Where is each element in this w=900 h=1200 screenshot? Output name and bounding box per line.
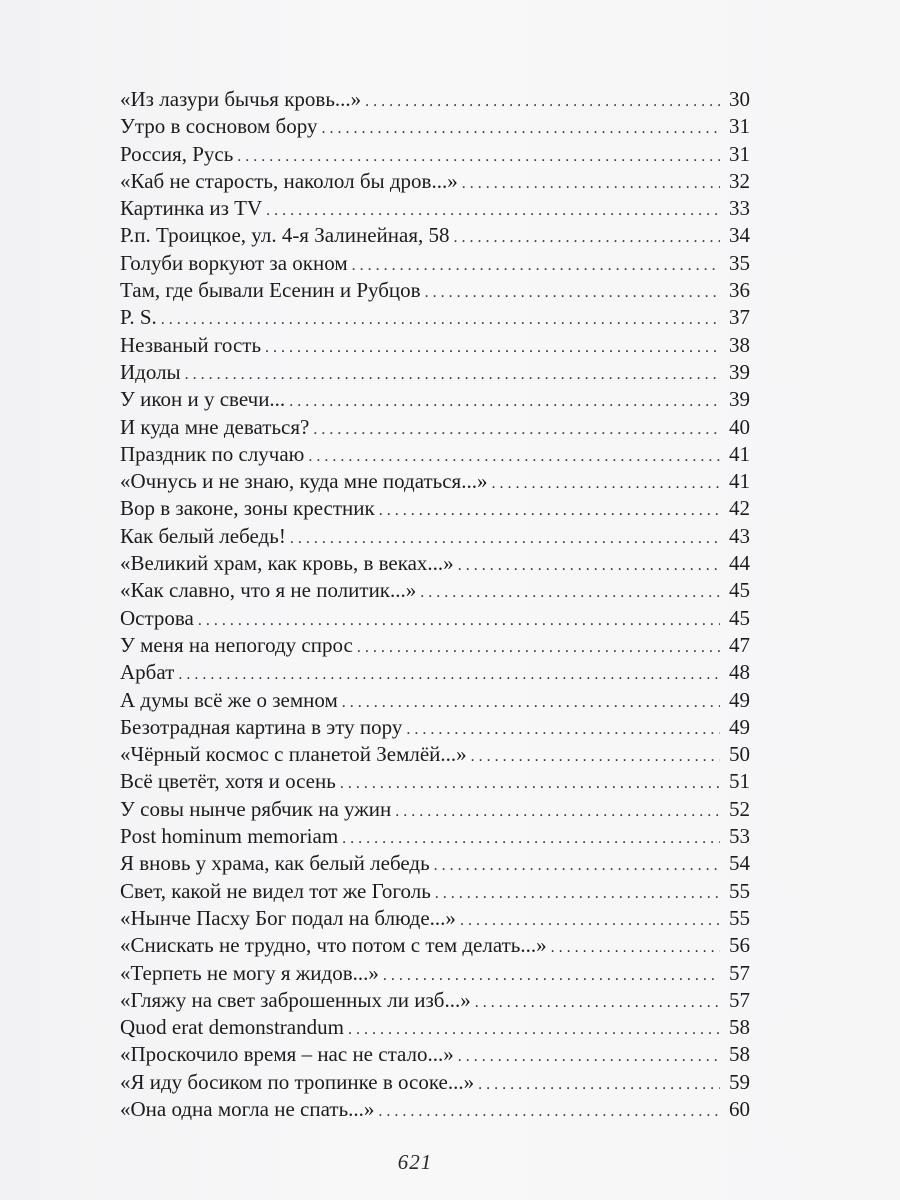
table-of-contents [120,86,750,1123]
toc-entry [120,796,750,823]
toc-entry-title: Арбат [120,660,175,685]
toc-dot-leader [289,388,720,415]
toc-entry-page: 48 [729,660,750,685]
toc-dot-leader [313,416,720,443]
toc-dot-leader [290,525,720,552]
toc-entry [120,1069,750,1096]
toc-dot-leader [365,88,720,115]
toc-entry [120,741,750,768]
toc-dot-leader [185,361,720,388]
toc-entry-page: 34 [729,223,750,248]
toc-entry [120,960,750,987]
toc-entry [120,113,750,140]
toc-entry [120,550,750,577]
toc-entry-page: 57 [729,960,750,985]
toc-entry-page: 39 [729,359,750,384]
toc-dot-leader [420,579,720,606]
toc-entry [120,577,750,604]
toc-entry-page: 32 [729,168,750,193]
toc-dot-leader [491,470,720,497]
toc-entry-title: «Гляжу на свет заброшенных ли изб...» [120,987,471,1012]
toc-entry-title: Вор в законе, зоны крестник [120,496,375,521]
toc-entry-title: «Проскочило время – нас не стало...» [120,1042,454,1067]
toc-entry-page: 36 [729,278,750,303]
toc-entry-title: У икон и у свечи... [120,387,286,412]
toc-dot-leader [266,197,720,224]
toc-entry-page: 59 [729,1069,750,1094]
toc-entry [120,687,750,714]
toc-entry-page: 58 [729,1015,750,1040]
toc-entry [120,878,750,905]
toc-entry-title: Праздник по случаю [120,441,305,466]
toc-entry [120,386,750,413]
toc-dot-leader [357,634,720,661]
toc-entry-title: P. S. [120,305,157,330]
toc-entry-page: 37 [729,305,750,330]
toc-entry-page: 47 [729,632,750,657]
toc-entry [120,605,750,632]
toc-entry-title: Всё цветёт, хотя и осень [120,769,336,794]
toc-entry-title: «Из лазури бычья кровь...» [120,87,362,111]
toc-entry [120,1014,750,1041]
toc-dot-leader [348,1016,720,1043]
toc-dot-leader [462,170,720,197]
toc-entry-page: 43 [729,523,750,548]
toc-entry-title: Р.п. Троицкое, ул. 4-я Залинейная, 58 [120,223,450,248]
toc-entry-title: Как белый лебедь! [120,523,286,548]
toc-entry [120,987,750,1014]
toc-entry [120,359,750,386]
toc-dot-leader [453,224,720,251]
toc-entry-title: Там, где бывали Есенин и Рубцов [120,278,421,303]
toc-entry-title: И куда мне деваться? [120,414,310,439]
toc-dot-leader [342,825,720,852]
toc-entry-page: 57 [729,987,750,1012]
toc-entry-page: 49 [729,687,750,712]
toc-entry-title: Утро в сосновом бору [120,114,318,139]
toc-entry-page: 55 [729,878,750,903]
toc-entry-page: 35 [729,250,750,275]
toc-entry-page: 49 [729,714,750,739]
toc-entry [120,304,750,331]
toc-entry [120,168,750,195]
toc-dot-leader [237,143,720,170]
toc-entry-title: «Она одна могла не спать...» [120,1096,375,1121]
toc-entry-title: А думы всё же о земном [120,687,338,712]
toc-dot-leader [458,552,720,579]
toc-entry-title: Post hominum memoriam [120,824,339,849]
toc-entry-page: 39 [729,387,750,412]
toc-dot-leader [475,989,720,1016]
toc-dot-leader [395,798,720,825]
toc-dot-leader [458,1043,720,1070]
toc-entry-title: У меня на непогоду спрос [120,632,353,657]
toc-entry-title: Я вновь у храма, как белый лебедь [120,851,430,876]
toc-dot-leader [478,1071,720,1098]
toc-entry-page: 41 [729,441,750,466]
toc-entry-page: 52 [729,796,750,821]
toc-entry [120,632,750,659]
toc-entry [120,414,750,441]
toc-entry-title: Безотрадная картина в эту пору [120,714,403,739]
toc-entry-title: «Великий храм, как кровь, в веках...» [120,551,454,576]
toc-dot-leader [383,962,720,989]
toc-entry [120,932,750,959]
toc-dot-leader [308,443,720,470]
toc-entry [120,141,750,168]
toc-entry-page: 38 [729,332,750,357]
toc-entry-title: Картинка из TV [120,196,263,221]
toc-entry-page: 30 [729,87,750,111]
toc-entry-page: 31 [729,141,750,166]
toc-entry-page: 44 [729,551,750,576]
toc-entry [120,495,750,522]
toc-entry-title: Острова [120,605,194,630]
toc-dot-leader [551,934,720,961]
toc-entry [120,523,750,550]
toc-entry-title: «Я иду босиком по тропинке в осоке...» [120,1069,475,1094]
page-number: 621 [397,1150,433,1174]
toc-entry-page: 51 [729,769,750,794]
toc-dot-leader [379,497,720,524]
toc-entry-title: Незваный гость [120,332,262,357]
toc-entry-title: «Терпеть не могу я жидов...» [120,960,379,985]
toc-entry [120,714,750,741]
toc-entry [120,277,750,304]
toc-entry-page: 58 [729,1042,750,1067]
toc-entry [120,222,750,249]
toc-dot-leader [435,880,720,907]
toc-entry-page: 55 [729,905,750,930]
toc-entry [120,332,750,359]
toc-dot-leader [161,306,720,333]
toc-entry-page: 50 [729,742,750,767]
toc-entry-title: Россия, Русь [120,141,234,166]
toc-entry [120,823,750,850]
toc-entry-title: «Чёрный космос с планетой Землёй...» [120,742,467,767]
toc-entry-page: 56 [729,933,750,958]
toc-entry [120,195,750,222]
toc-dot-leader [471,743,720,770]
toc-dot-leader [265,334,720,361]
toc-entry-page: 60 [729,1096,750,1121]
toc-entry-page: 53 [729,824,750,849]
toc-entry-title: «Нынче Пасху Бог подал на блюде...» [120,905,456,930]
toc-entry-page: 33 [729,196,750,221]
toc-dot-leader [378,1098,720,1125]
toc-entry-page: 54 [729,851,750,876]
toc-entry-title: «Как славно, что я не политик...» [120,578,417,603]
toc-entry [120,850,750,877]
toc-entry [120,768,750,795]
toc-dot-leader [460,907,720,934]
toc-dot-leader [321,115,720,142]
toc-entry [120,905,750,932]
toc-entry-page: 45 [729,605,750,630]
toc-dot-leader [198,607,720,634]
toc-entry-title: У совы нынче рябчик на ужин [120,796,392,821]
toc-dot-leader [178,661,720,688]
toc-dot-leader [340,770,720,797]
toc-entry [120,1096,750,1123]
toc-entry-page: 40 [729,414,750,439]
toc-dot-leader [425,279,720,306]
toc-entry-title: Свет, какой не видел тот же Гоголь [120,878,431,903]
toc-entry-page: 41 [729,469,750,494]
toc-entry-title: «Очнусь и не знаю, куда мне податься...» [120,469,488,494]
toc-entry-page: 31 [729,114,750,139]
toc-entry [120,441,750,468]
toc-entry-title: «Снискать не трудно, что потом с тем делать...» [120,933,547,958]
toc-dot-leader [434,852,720,879]
toc-entry [120,86,750,113]
toc-dot-leader [342,689,720,716]
toc-entry-title: «Каб не старость, наколол бы дров...» [120,168,458,193]
toc-entry-page: 45 [729,578,750,603]
toc-entry-page: 42 [729,496,750,521]
toc-entry [120,250,750,277]
toc-entry-title: Голуби воркуют за окном [120,250,348,275]
toc-entry [120,659,750,686]
toc-dot-leader [352,252,720,279]
toc-entry-title: Идолы [120,359,181,384]
toc-entry-title: Quod erat demonstrandum [120,1015,344,1040]
toc-entry [120,468,750,495]
toc-dot-leader [406,716,720,743]
toc-entry [120,1041,750,1068]
